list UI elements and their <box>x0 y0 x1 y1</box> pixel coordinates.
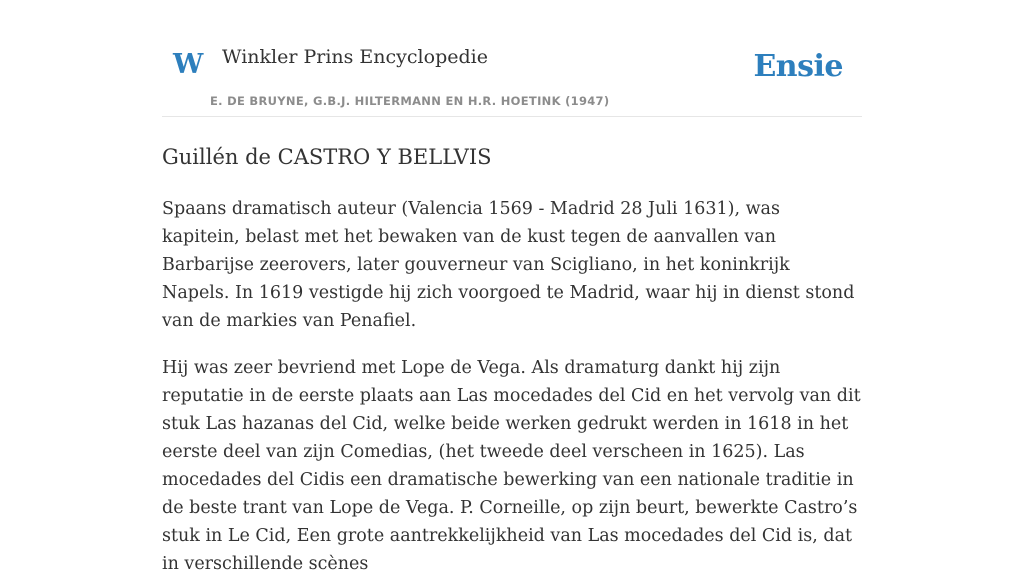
page-container <box>162 0 862 578</box>
site-header <box>162 0 862 117</box>
ensie-brand-logo[interactable]: Ensie <box>753 49 843 84</box>
site-title[interactable]: Winkler Prins Encyclopedie <box>222 46 488 68</box>
article-title: Guillén de CASTRO Y BELLVIS <box>162 145 492 169</box>
article-paragraph-1: Spaans dramatisch auteur (Valencia 1569 - Madrid 28 Juli 1631), was kapitein, belast met het bewaken van de kust tegen de aanvallen van Barbarijse zeerovers, later gouverneur van Scigliano, in het koninkrijk Napels. In 1619 vestigde hij zich voorgoed te Madrid, waar hij in dienst stond van de markies van Penafiel. <box>162 199 855 331</box>
article-paragraph-2: Hij was zeer bevriend met Lope de Vega. Als dramaturg dankt hij zijn reputatie in de eerste plaats aan Las mocedades del Cid en het vervolg van dit stuk Las hazanas del Cid, welke beide werken gedrukt werden in 1618 in het eerste deel van zijn Comedias, (het tweede deel verscheen in 1625). Las mocedades del Cidis een dramatische bewerking van een nationale traditie in de beste trant van Lope de Vega. P. Corneille, op zijn beurt, bewerkte Castro’s stuk in Le Cid, Een grote aantrekkelijkheid van Las mocedades del Cid is, dat in verschillende scènes <box>162 358 861 574</box>
winkler-prins-logo[interactable]: W <box>173 49 204 80</box>
byline: E. DE BRUYNE, G.B.J. HILTERMANN EN H.R. HOETINK (1947) <box>210 94 610 108</box>
